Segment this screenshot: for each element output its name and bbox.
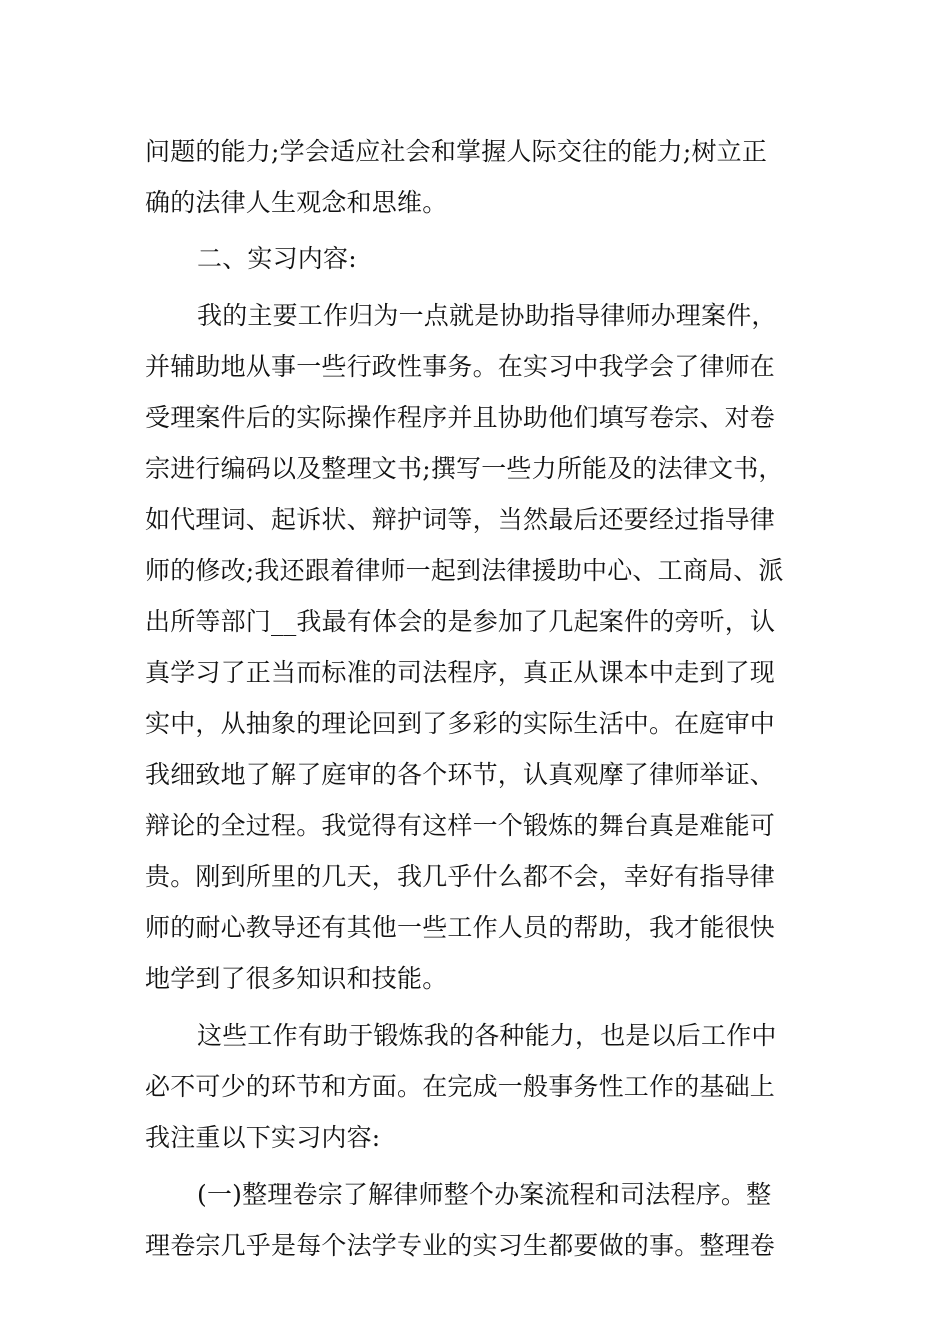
text-line: 出所等部门__我最有体会的是参加了几起案件的旁听，认 bbox=[145, 607, 776, 636]
text-line: 并辅助地从事一些行政性事务。在实习中我学会了律师在 bbox=[145, 352, 776, 381]
section-heading: 二、实习内容: bbox=[197, 244, 357, 273]
text-line: 辩论的全过程。我觉得有这样一个锻炼的舞台真是难能可 bbox=[145, 811, 776, 840]
text-line: 地学到了很多知识和技能。 bbox=[145, 964, 448, 993]
text-line: 师的修改;我还跟着律师一起到法律援助中心、工商局、派 bbox=[145, 556, 784, 585]
text-line: 师的耐心教导还有其他一些工作人员的帮助，我才能很快 bbox=[145, 913, 776, 942]
text-line: 真学习了正当而标准的司法程序，真正从课本中走到了现 bbox=[145, 658, 776, 687]
text-line: 贵。刚到所里的几天，我几乎什么都不会，幸好有指导律 bbox=[145, 862, 776, 891]
text-line: 受理案件后的实际操作程序并且协助他们填写卷宗、对卷 bbox=[145, 403, 776, 432]
text-line: (一)整理卷宗了解律师整个办案流程和司法程序。整 bbox=[197, 1180, 772, 1209]
text-line: 必不可少的环节和方面。在完成一般事务性工作的基础上 bbox=[145, 1072, 776, 1101]
text-line: 理卷宗几乎是每个法学专业的实习生都要做的事。整理卷 bbox=[145, 1231, 776, 1260]
text-line: 我注重以下实习内容: bbox=[145, 1123, 381, 1152]
text-line: 我的主要工作归为一点就是协助指导律师办理案件， bbox=[197, 301, 777, 330]
text-line: 确的法律人生观念和思维。 bbox=[145, 188, 448, 217]
text-line: 问题的能力;学会适应社会和掌握人际交往的能力;树立正 bbox=[145, 137, 768, 166]
text-line: 宗进行编码以及整理文书;撰写一些力所能及的法律文书， bbox=[145, 454, 784, 483]
text-line: 这些工作有助于锻炼我的各种能力，也是以后工作中 bbox=[197, 1021, 777, 1050]
text-line: 我细致地了解了庭审的各个环节，认真观摩了律师举证、 bbox=[145, 760, 776, 789]
text-line: 如代理词、起诉状、辩护词等，当然最后还要经过指导律 bbox=[145, 505, 776, 534]
document-body bbox=[145, 126, 810, 1271]
text-line: 实中，从抽象的理论回到了多彩的实际生活中。在庭审中 bbox=[145, 709, 776, 738]
